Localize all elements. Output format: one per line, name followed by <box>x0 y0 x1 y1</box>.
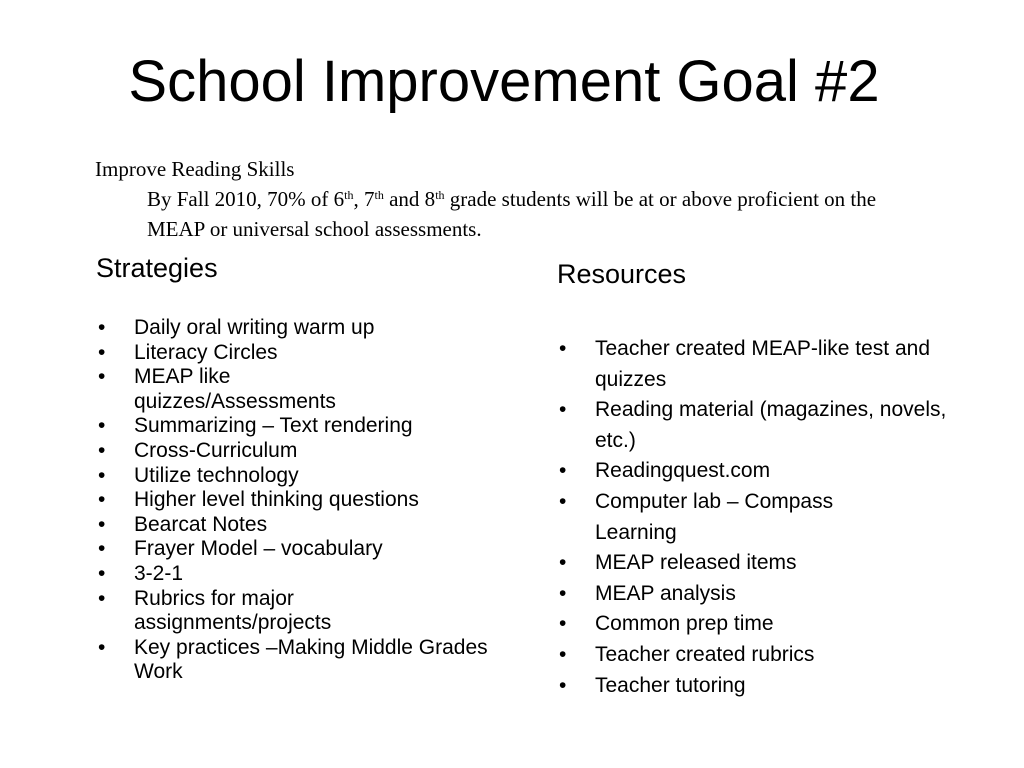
resources-list <box>557 334 997 701</box>
strategy-item-label: Bearcat Notes <box>134 512 268 536</box>
resource-item <box>557 487 997 548</box>
strategies-heading: Strategies <box>96 253 218 283</box>
strategy-item <box>96 414 516 439</box>
resource-item <box>557 609 997 640</box>
resource-item <box>557 334 997 395</box>
resource-item-label: Common prep time <box>595 612 774 636</box>
strategy-item-label: Summarizing – Text rendering <box>134 414 413 438</box>
strategy-item-label: 3-2-1 <box>134 561 184 585</box>
resource-item-label: Teacher created MEAP-like test and quizzes <box>595 337 930 391</box>
bullet-icon: • <box>559 612 567 636</box>
goal-text-part: , 7 <box>353 187 375 211</box>
resource-item-label: MEAP released items <box>595 551 797 575</box>
resource-item <box>557 579 997 610</box>
bullet-icon: • <box>98 438 106 462</box>
strategy-item <box>96 439 516 464</box>
resource-item <box>557 395 997 456</box>
bullet-icon: • <box>559 642 567 666</box>
resources-heading: Resources <box>557 259 687 289</box>
goal-text-part: and 8 <box>383 187 436 211</box>
goal-text-part: grade students will be at or above proficient on the MEAP or universal school assessments. <box>147 187 877 241</box>
bullet-icon: • <box>98 561 106 585</box>
strategy-item-label: Key practices –Making Middle Grades Work <box>134 635 488 684</box>
bullet-icon: • <box>559 581 567 605</box>
strategy-item <box>96 562 516 587</box>
resource-item-label: Teacher tutoring <box>595 673 746 697</box>
bullet-icon: • <box>559 459 567 483</box>
resource-item <box>557 640 997 671</box>
ordinal-suffix: th <box>344 188 354 202</box>
resource-item-label: Teacher created rubrics <box>595 642 815 666</box>
bullet-icon: • <box>98 316 106 339</box>
goal-text-part: By Fall 2010, 70% of 6 <box>147 187 345 211</box>
bullet-icon: • <box>98 635 106 659</box>
bullet-icon: • <box>98 537 106 561</box>
resource-item-label: Computer lab – Compass Learning <box>595 489 834 544</box>
ordinal-suffix: th <box>435 188 445 202</box>
strategy-item <box>96 513 516 538</box>
strategies-column <box>96 250 516 685</box>
resource-item <box>557 456 997 487</box>
strategy-item <box>96 464 516 489</box>
bullet-icon: • <box>98 488 106 512</box>
strategy-item <box>96 488 516 513</box>
resource-item <box>557 671 997 702</box>
resource-item <box>557 548 997 579</box>
bullet-icon: • <box>98 340 106 364</box>
bullet-icon: • <box>559 398 567 422</box>
strategy-item <box>96 316 516 341</box>
bullet-icon: • <box>98 512 106 536</box>
strategy-item-label: Cross-Curriculum <box>134 438 298 462</box>
resource-item-label: MEAP analysis <box>595 581 736 605</box>
resource-item-label: Readingquest.com <box>595 459 771 483</box>
strategy-item <box>96 537 516 562</box>
strategy-item-label: Higher level thinking questions <box>134 488 419 512</box>
strategy-item-label: Frayer Model – vocabulary <box>134 537 383 561</box>
strategy-item-label: Utilize technology <box>134 463 299 487</box>
strategy-item-label: Literacy Circles <box>134 340 278 364</box>
bullet-icon: • <box>98 365 106 389</box>
bullet-icon: • <box>98 586 106 610</box>
strategies-list <box>96 316 516 685</box>
resources-column <box>557 256 997 701</box>
bullet-icon: • <box>98 463 106 487</box>
strategy-item <box>96 365 516 414</box>
bullet-icon: • <box>559 337 567 360</box>
goal-statement <box>95 184 895 244</box>
strategy-item <box>96 587 516 636</box>
bullet-icon: • <box>559 489 567 513</box>
strategy-item <box>96 636 516 685</box>
strategy-item-label: MEAP like quizzes/Assessments <box>134 365 336 413</box>
slide-title: School Improvement Goal #2 <box>128 49 880 114</box>
goal-heading: Improve Reading Skills <box>95 157 295 181</box>
bullet-icon: • <box>559 551 567 575</box>
ordinal-suffix: th <box>374 188 384 202</box>
bullet-icon: • <box>559 673 567 697</box>
goal-block <box>95 154 895 244</box>
strategy-item-label: Daily oral writing warm up <box>134 316 375 339</box>
bullet-icon: • <box>98 414 106 438</box>
strategy-item-label: Rubrics for major assignments/projects <box>134 586 332 635</box>
resource-item-label: Reading material (magazines, novels, etc.) <box>595 398 947 452</box>
strategy-item <box>96 341 516 366</box>
